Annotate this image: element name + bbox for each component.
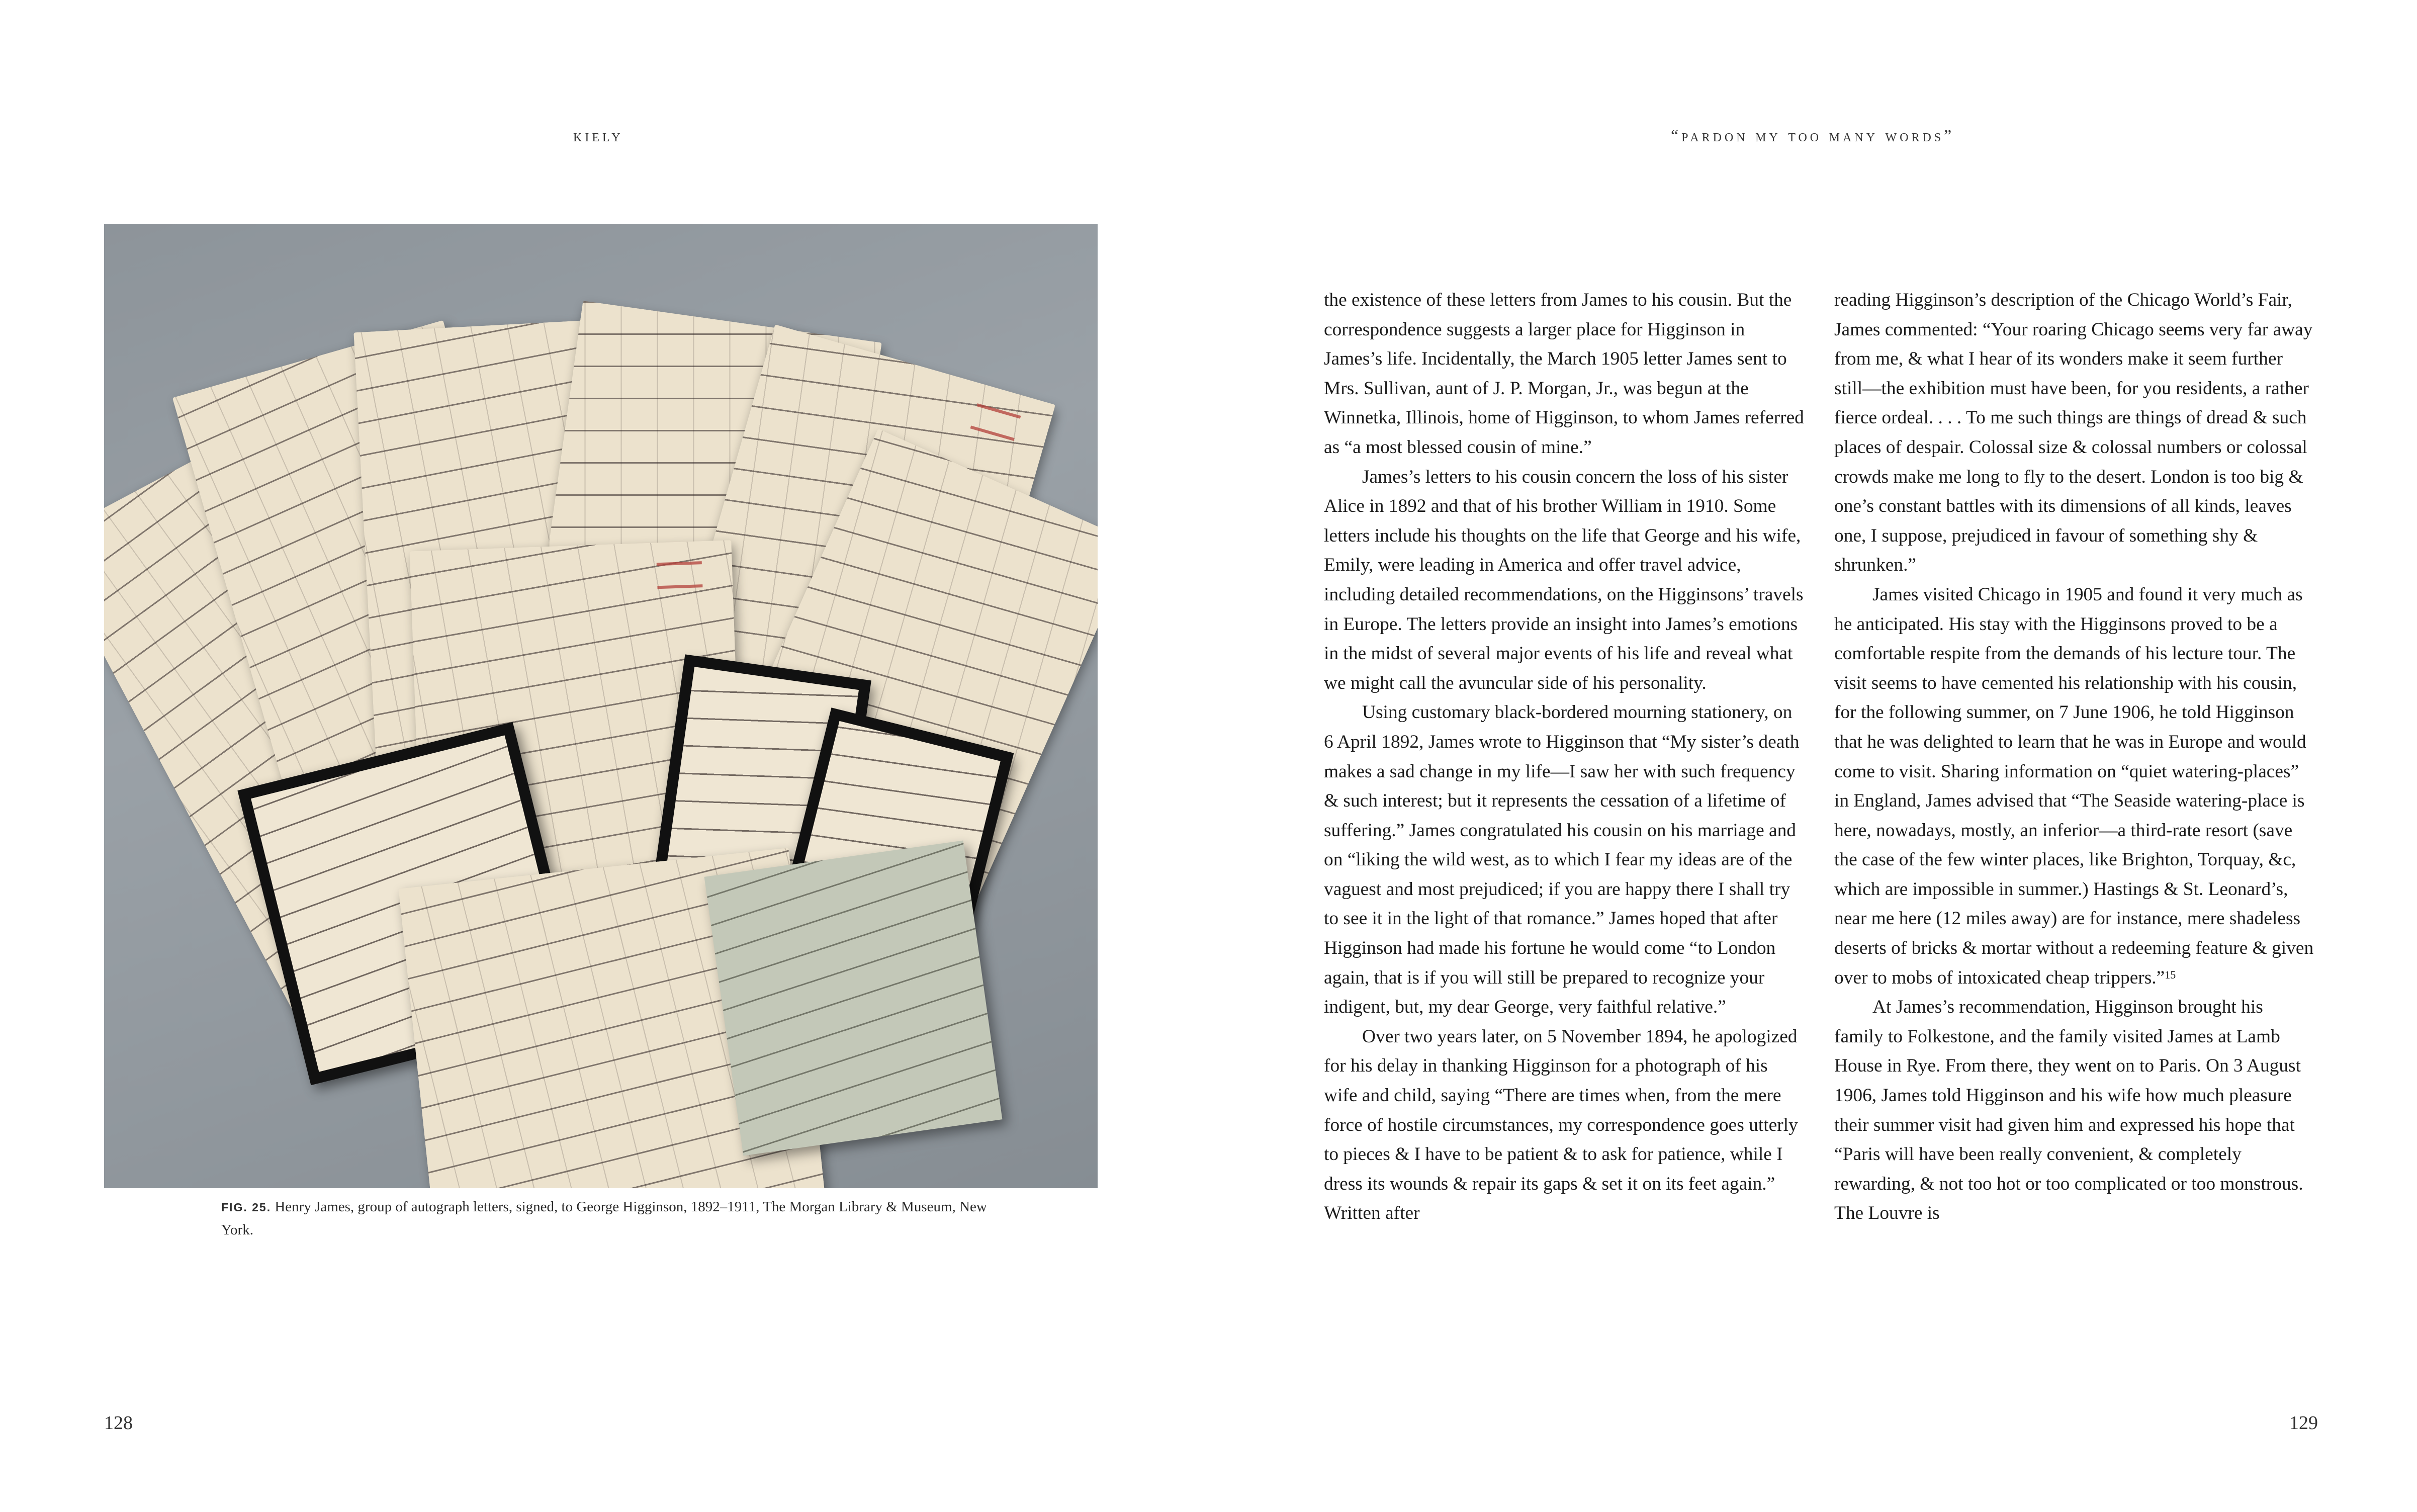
letters-photograph [104, 224, 1098, 1188]
text-column-left [1324, 286, 1804, 1228]
footnote-reference: 15 [2165, 968, 2176, 981]
paragraph: the existence of these letters from James to his cousin. But the correspondence suggests a larger place for Higginson in James’s life. Incidentally, the March 1905 letter James sent to Mrs. Sullivan, aunt of J. P. Morgan, Jr., was begun at the Winnetka, Illinois, home of Higginson, to whom James referred as “a most blessed cousin of mine.” [1324, 290, 1804, 458]
page-number-left: 128 [104, 1412, 133, 1434]
green-note-card [704, 841, 1003, 1156]
paragraph-text: James visited Chicago in 1905 and found it very much as he anticipated. His stay with the Higginsons proved to be a comfortable respite from the demands of his lecture tour. The visit seems to have cemented his relationship with his cousin, for the following summer, on 7 June 1906, he told Higginson that he was delighted to learn that he was in Europe and would come to visit. Sharing information on “quiet watering-places” in England, James advised that “The Seaside watering-place is here, nowadays, mostly, an inferior—a third-rate resort (save the case of the few winter places, like Brighton, Torquay, &c, which are impossible in summer.) Hastings & St. Leonard’s, near me here (12 miles away) are for instance, mere shadeless deserts of bricks & mortar without a redeeming feature & given over to mobs of intoxicated cheap trippers.” [1834, 584, 2314, 988]
paragraph [1834, 580, 2314, 993]
caption-text: Henry James, group of autograph letters, signed, to George Higginson, 1892–1911, The Morgan Library & Museum, New York. [221, 1199, 987, 1238]
running-head-left: kiely [573, 127, 623, 145]
figure-caption [221, 1196, 996, 1241]
left-page [0, 0, 1208, 1512]
paragraph: reading Higginson’s description of the Chicago World’s Fair, James commented: “Your roaring Chicago seems very far away from me, & what I hear of its wonders make it seem further still—the exhibition must have been, for you residents, a rather fierce ordeal. . . . To me such things are things of dread & such places of despair. Colossal size & colossal numbers or colossal crowds make me long to fly to the desert. London is too big & one’s constant battles with its dimensions of all kinds, leaves one, I suppose, prejudiced in favour of something shy & shrunken.” [1834, 290, 2313, 576]
figure-label: FIG. 25. [221, 1201, 272, 1214]
running-head-right: “pardon my too many words” [1671, 127, 1955, 145]
text-column-right [1834, 286, 2314, 1228]
right-page [1208, 0, 2417, 1512]
paragraph: Using customary black-bordered mourning stationery, on 6 April 1892, James wrote to Higginson that “My sister’s death makes a sad change in my life—I saw her with such frequency & such interest; but it represents the cessation of a lifetime of suffering.” James congratulated his cousin on his marriage and on “liking the wild west, as to which I fear my ideas are of the vaguest and most prejudiced; if you are happy there I shall try to see it in the light of that romance.” James hoped that after Higginson had made his fortune he would come “to London again, that is if you will still be prepared to recognize your indigent, but, my dear George, very faithful relative.” [1324, 702, 1800, 1018]
paragraph: Over two years later, on 5 November 1894, he apologized for his delay in thanking Higginson for a photograph of his wife and child, saying “There are times when, from the mere force of hostile circumstances, my correspondence goes utterly to pieces & I have to be patient & to ask for patience, while I dress its wounds & repair its gaps & set it on its feet again.” Written after [1324, 1026, 1798, 1224]
page-number-right: 129 [2289, 1412, 2318, 1434]
paragraph: James’s letters to his cousin concern the loss of his sister Alice in 1892 and that of his brother William in 1910. Some letters include his thoughts on the life that George and his wife, Emily, were leading in America and offer travel advice, including detailed recommendations, on the Higginsons’ travels in Europe. The letters provide an insight into James’s emotions in the midst of several major events of his life and reveal what we might call the avuncular side of his personality. [1324, 466, 1804, 693]
paragraph: At James’s recommendation, Higginson brought his family to Folkestone, and the family visited James at Lamb House in Rye. From there, they went on to Paris. On 3 August 1906, James told Higginson and his wife how much pleasure their summer visit had given him and expressed his hope that “Paris will have been really convenient, & completely rewarding, & not too hot or too complicated or too monstrous. The Louvre is [1834, 997, 2303, 1224]
